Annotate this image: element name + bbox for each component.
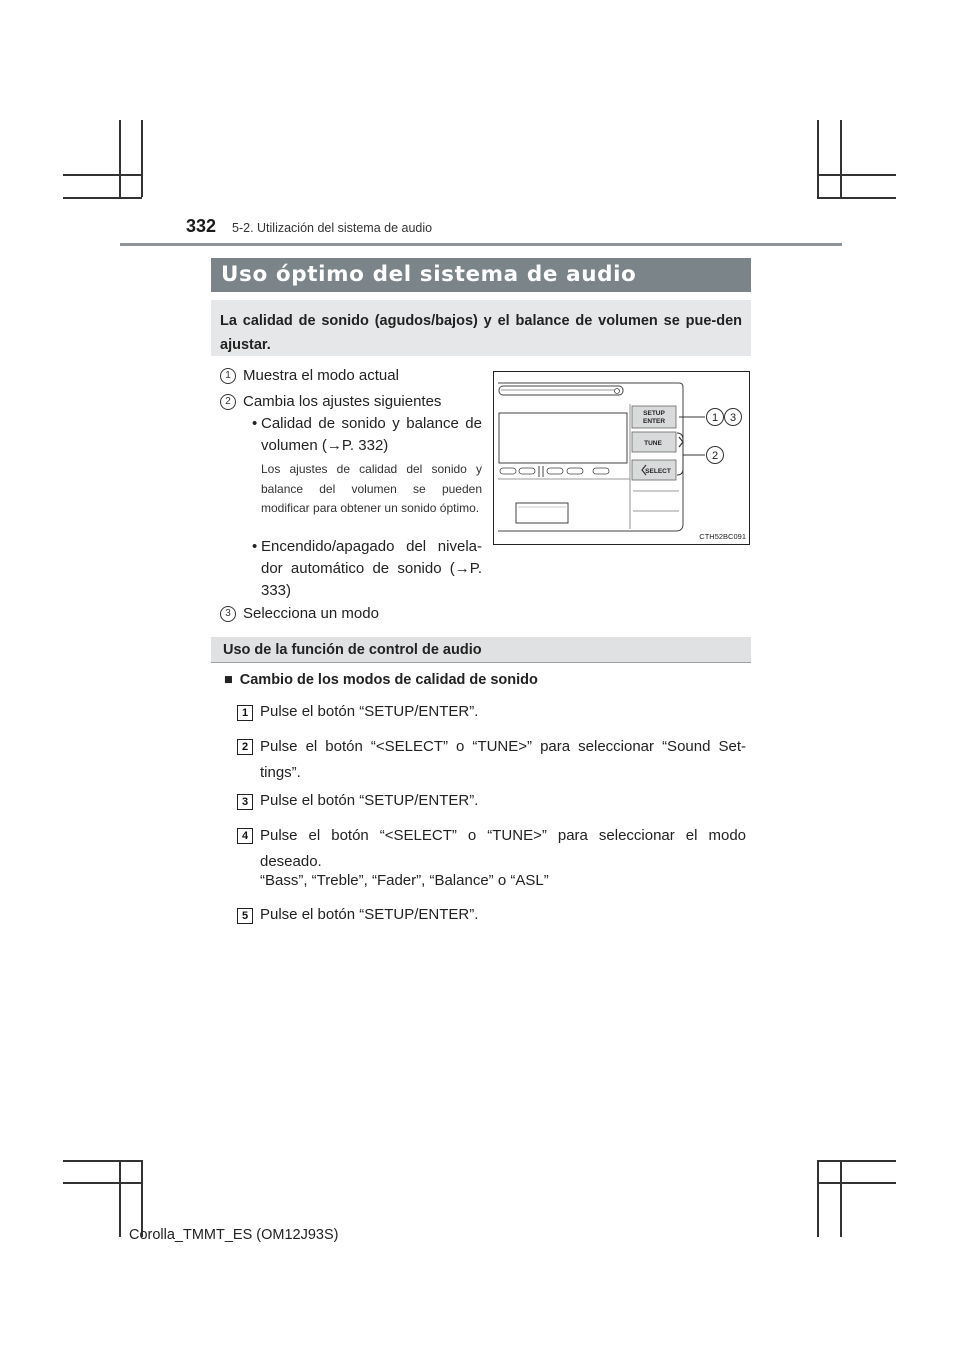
item-number: 3 (220, 606, 236, 622)
step-number: 4 (237, 828, 253, 844)
figure-code: CTH52BC091 (699, 532, 746, 541)
crop-mark (141, 120, 143, 197)
crop-mark (63, 174, 142, 176)
step-text: Pulse el botón “<SELECT” o “TUNE>” para seleccionar “Sound Set-tings”. (260, 738, 746, 781)
item-text: Cambia los ajustes siguientes (243, 393, 442, 410)
audio-panel-figure (493, 371, 750, 545)
step-number: 1 (237, 705, 253, 721)
audio-panel-illustration (493, 371, 750, 545)
header-rule (120, 243, 842, 246)
crop-mark (141, 1160, 143, 1237)
crop-mark (817, 1182, 896, 1184)
heading-marker: ■ (224, 672, 233, 688)
step-number: 3 (237, 794, 253, 810)
callout-3: 3 (729, 412, 737, 424)
subsection-heading (224, 672, 538, 688)
step-text: Pulse el botón “SETUP/ENTER”. (260, 906, 479, 923)
crop-mark (817, 174, 896, 176)
callout-1: 1 (711, 412, 719, 424)
crop-mark (63, 1160, 142, 1162)
crop-mark (119, 120, 121, 197)
item-number: 2 (220, 394, 236, 410)
bullet-mark: • (252, 538, 258, 555)
setup-label: SETUP (643, 410, 665, 417)
crop-mark (840, 1160, 842, 1237)
crop-mark (817, 1160, 896, 1162)
tune-label: TUNE (644, 440, 662, 447)
crop-mark (63, 197, 142, 199)
crop-mark (63, 1182, 142, 1184)
select-label: SELECT (645, 468, 671, 475)
heading-text: Cambio de los modos de calidad de sonido (239, 672, 538, 688)
crop-mark (840, 120, 842, 197)
item-number: 1 (220, 368, 236, 384)
callout-2: 2 (711, 450, 719, 462)
subsection-title: Uso de la función de control de audio (211, 637, 751, 663)
enter-label: ENTER (642, 418, 666, 425)
bullet-item (252, 536, 482, 602)
item-text: Muestra el modo actual (243, 367, 399, 384)
item-text: Selecciona un modo (243, 605, 379, 622)
bullet-mark: • (252, 415, 258, 432)
step-number: 5 (237, 908, 253, 924)
bullet-text: Calidad de sonido y balance de volumen (→P. 332) (261, 415, 482, 454)
step-text: Pulse el botón “SETUP/ENTER”. (260, 792, 479, 809)
page-title: Uso óptimo del sistema de audio (211, 258, 751, 292)
bullet-item (252, 413, 482, 457)
crop-mark (817, 120, 819, 197)
crop-mark (119, 1160, 121, 1237)
bullet-text: Encendido/apagado del nivela-dor automático de sonido (→P. 333) (261, 538, 482, 599)
crop-mark (817, 1160, 819, 1237)
page-number: 332 (186, 216, 217, 236)
intro-box: La calidad de sonido (agudos/bajos) y el balance de volumen se pue-den ajustar. (211, 300, 751, 356)
step-text: Pulse el botón “SETUP/ENTER”. (260, 703, 479, 720)
step-number: 2 (237, 739, 253, 755)
modes-line: “Bass”, “Treble”, “Fader”, “Balance” o “ASL” (260, 872, 549, 889)
step-text: Pulse el botón “<SELECT” o “TUNE>” para seleccionar el modo deseado. (260, 827, 746, 870)
crop-mark (817, 197, 896, 199)
note: Los ajustes de calidad del sonido y balance del volumen se pueden modificar para obtener un sonido óptimo. (261, 462, 482, 515)
section-path: 5-2. Utilización del sistema de audio (232, 221, 433, 235)
footer-model: Corolla_TMMT_ES (OM12J93S) (129, 1227, 339, 1243)
